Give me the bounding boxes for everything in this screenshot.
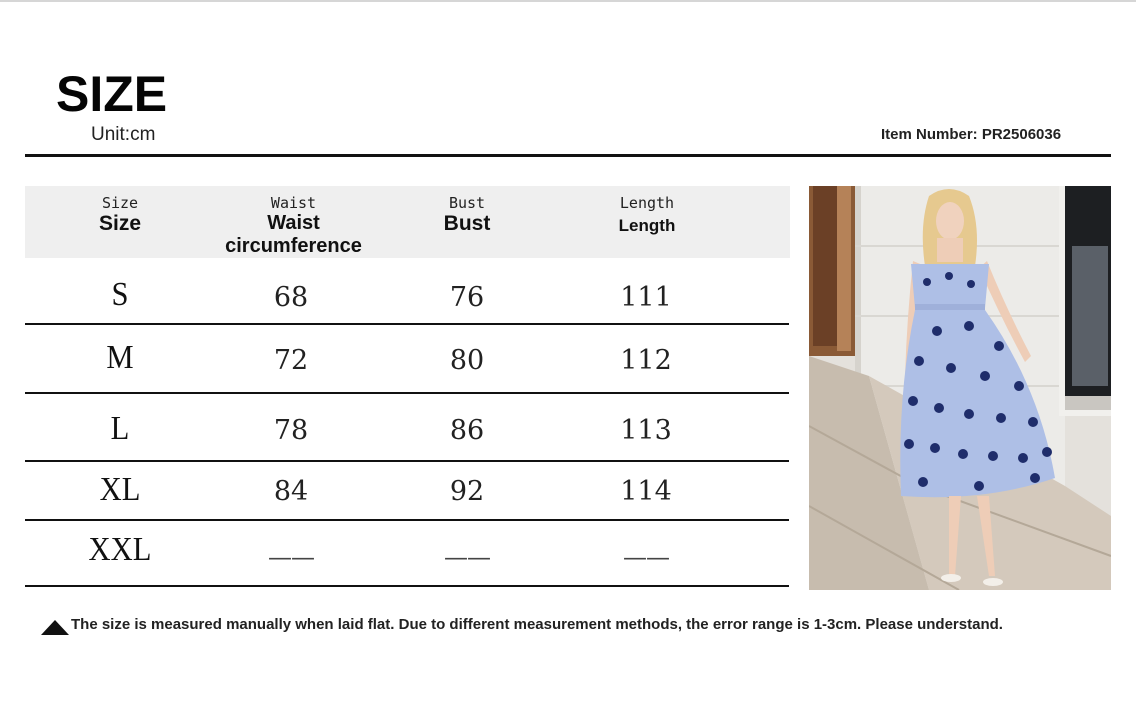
row-divider [25,460,789,462]
column-header-size [70,186,170,258]
column-header-big: Size [98,212,142,235]
waist-cell: 78 [273,415,309,446]
measurement-note: The size is measured manually when laid flat. Due to different measurement methods, the error range is 1-3cm. Please understand. [71,616,1003,633]
waist-cell: 72 [273,345,309,376]
column-header-big: Bust [443,212,491,235]
row-divider [25,585,789,587]
waist-cell: 84 [273,476,309,507]
column-header-big: Length [618,216,676,235]
waist-cell: —— [268,543,314,571]
length-cell: 112 [620,345,672,376]
bust-cell: 92 [449,476,485,507]
column-header-length [597,186,697,258]
length-cell: 113 [620,415,672,446]
item-number: Item Number: PR2506036 [881,126,1062,143]
size-cell: XXL [88,531,152,568]
column-header-bust [417,186,517,258]
page-title: SIZE [56,66,168,122]
size-table-header [25,186,790,258]
bust-cell: 86 [449,415,485,446]
row-divider [25,323,789,325]
column-header-small: Bust [448,194,486,212]
top-border [0,0,1136,2]
product-photo [809,186,1111,590]
unit-label: Unit:cm [91,124,156,145]
length-cell: 111 [620,282,672,313]
column-header-waist [211,186,376,258]
row-divider [25,392,789,394]
header-divider [25,154,1111,157]
bust-cell: 80 [449,345,485,376]
size-cell: S [111,276,129,313]
size-cell: L [110,410,130,447]
column-header-big: Waist circumference [225,212,362,257]
waist-cell: 68 [273,282,309,313]
column-header-small: Waist [270,194,317,212]
bust-cell: —— [444,543,490,571]
warning-triangle-icon [41,620,69,635]
length-cell: —— [623,543,669,571]
column-header-small: Size [101,194,139,212]
bust-cell: 76 [449,282,485,313]
column-header-small: Length [619,194,675,212]
size-cell: XL [99,471,141,508]
size-cell: M [106,339,134,376]
length-cell: 114 [620,476,672,507]
row-divider [25,519,789,521]
